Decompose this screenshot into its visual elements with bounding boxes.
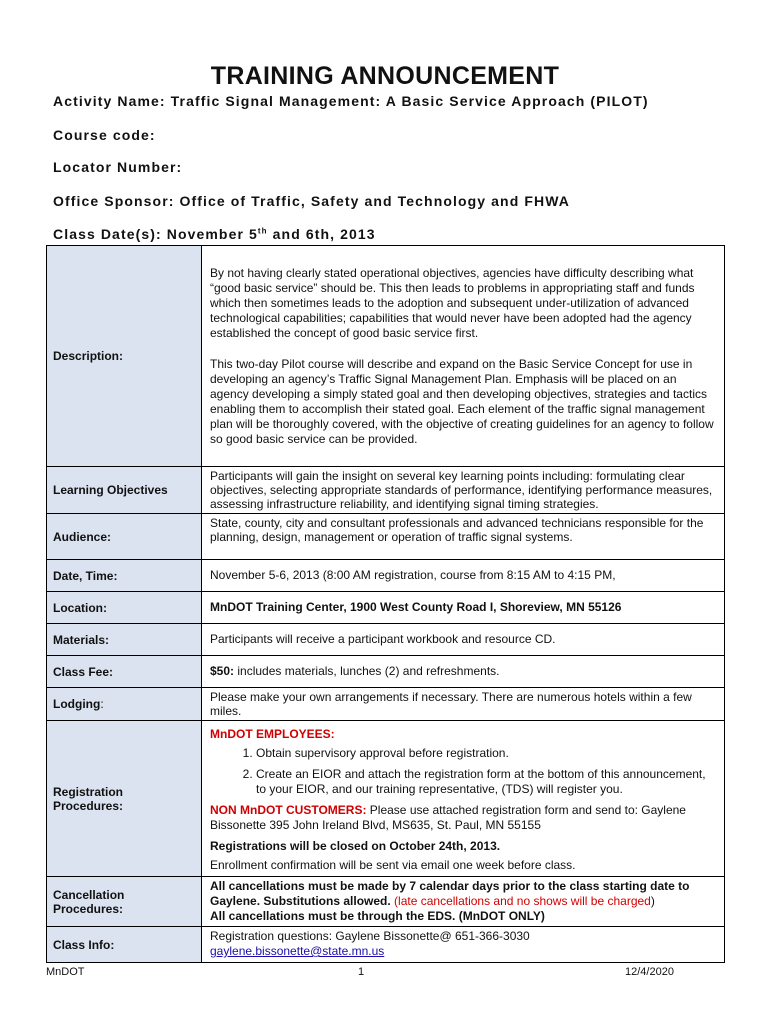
row-location [47,592,725,624]
class-dates [53,226,376,242]
location-label: Location: [47,592,202,624]
registration-label-line2: Procedures: [53,798,124,813]
registration-label [47,721,202,877]
non-mndot-block [210,803,718,833]
cancellation-text1: All cancellations must be made by 7 calendar days prior to the class starting date to Gaylene. Substitutions allowed. [210,879,690,908]
lodging-label [47,688,202,721]
class-dates-sup: th [257,226,268,236]
cancellation-label-line2: Procedures: [53,901,124,916]
office-sponsor [53,193,570,209]
row-fee [47,656,725,688]
cancellation-close-paren: ) [650,894,655,908]
fee-text: includes materials, lunches (2) and refreshments. [234,664,500,678]
employees-heading: MnDOT EMPLOYEES: [210,727,335,741]
sponsor-value: Office of Traffic, Safety and Technology and FHWA [179,193,570,209]
audience-label: Audience: [47,514,202,560]
registration-steps [210,746,718,797]
lodging-label-colon: : [100,697,104,711]
footer-page-number: 1 [358,966,365,978]
row-materials [47,624,725,656]
classinfo-text: Registration questions: Gaylene Bissonette@ 651-366-3030 [210,929,530,943]
class-dates-suffix: and 6th, 2013 [267,226,376,242]
course-code: Course code: [53,127,156,143]
materials-label: Materials: [47,624,202,656]
row-lodging [47,688,725,721]
info-table [46,245,725,963]
footer-left: MnDOT [46,966,85,978]
activity-name [53,93,649,109]
description-para2: This two-day Pilot course will describe and expand on the Basic Service Concept for use in developing an agency’s Traffic Signal Management Plan. Emphasis will be placed on an agency developing a simply stated goal and then developing objectives, strategies and tactics enabling them to accomplish their stated goal. Each element of the traffic signal management plan will be thoroughly covered, with the objective of creating guidelines for an agency to follow so good basic service can be provided. [210,357,714,446]
activity-label: Activity Name: [53,93,171,109]
datetime-label: Date, Time: [47,560,202,592]
cancellation-late: (late cancellations and no shows will be charged [390,894,651,908]
row-registration [47,721,725,877]
registration-value [202,721,725,877]
registration-step: 2. Create an EIOR and attach the registration form at the bottom of this announcement, to your EIOR, and our training representative, (TDS) will register you. [256,767,718,797]
registration-confirmation: Enrollment confirmation will be sent via email one week before class. [210,858,576,872]
cancellation-value [202,877,725,927]
objectives-value: Participants will gain the insight on several key learning points including: formulating clear objectives, selecting appropriate standards of performance, identifying performance measures, assessing infrastructure reliability, and identifying signal timing strategies. [202,467,725,514]
classinfo-value [202,927,725,963]
registration-closed: Registrations will be closed on October 24th, 2013. [210,839,501,853]
description-value [202,246,725,467]
class-dates-prefix: Class Date(s): November 5 [53,226,258,242]
registration-label-line1: Registration [53,784,124,799]
row-datetime [47,560,725,592]
locator-number: Locator Number: [53,159,183,175]
sponsor-label: Office Sponsor: [53,193,180,209]
cancellation-text2: All cancellations must be through the EDS. (MnDOT ONLY) [210,909,545,923]
email-link[interactable]: gaylene.bissonette@state.mn.us [210,944,385,958]
non-mndot-text: Please use attached registration form and send to: Gaylene Bissonette 395 John Ireland Blvd, MS635, St. Paul, MN 55155 [210,803,686,832]
cancellation-label-line1: Cancellation [53,887,125,902]
row-cancellation [47,877,725,927]
description-para1: By not having clearly stated operational objectives, agencies have difficulty describing what “good basic service” should be. This then leads to problems in appropriating staff and funds which then sometimes leads to the adoption and subsequent under-utilization of advanced technological capabilities; capabilities that would never have been adopted had the agency established the concept of good basic service first. [210,266,695,340]
lodging-label-text: Lodging [53,697,101,711]
fee-value [202,656,725,688]
location-value: MnDOT Training Center, 1900 West County Road I, Shoreview, MN 55126 [202,592,725,624]
registration-step: 1. Obtain supervisory approval before registration. [256,746,718,761]
row-audience [47,514,725,560]
audience-value: State, county, city and consultant professionals and advanced technicians responsible for the planning, design, management or operation of traffic signal systems. [202,514,725,560]
page-title: TRAINING ANNOUNCEMENT [210,62,560,90]
footer-date: 12/4/2020 [625,966,674,978]
non-mndot-heading: NON MnDOT CUSTOMERS: [210,803,367,817]
row-objectives [47,467,725,514]
row-classinfo [47,927,725,963]
row-description [47,246,725,467]
activity-value: Traffic Signal Management: A Basic Service Approach (PILOT) [170,93,649,109]
fee-amount: $50: [210,664,235,678]
description-label: Description: [47,246,202,467]
classinfo-label: Class Info: [47,927,202,963]
fee-label: Class Fee: [47,656,202,688]
datetime-value: November 5-6, 2013 (8:00 AM registration, course from 8:15 AM to 4:15 PM, [202,560,725,592]
materials-value: Participants will receive a participant workbook and resource CD. [202,624,725,656]
cancellation-label [47,877,202,927]
objectives-label: Learning Objectives [47,467,202,514]
lodging-value: Please make your own arrangements if necessary. There are numerous hotels within a few miles. [202,688,725,721]
